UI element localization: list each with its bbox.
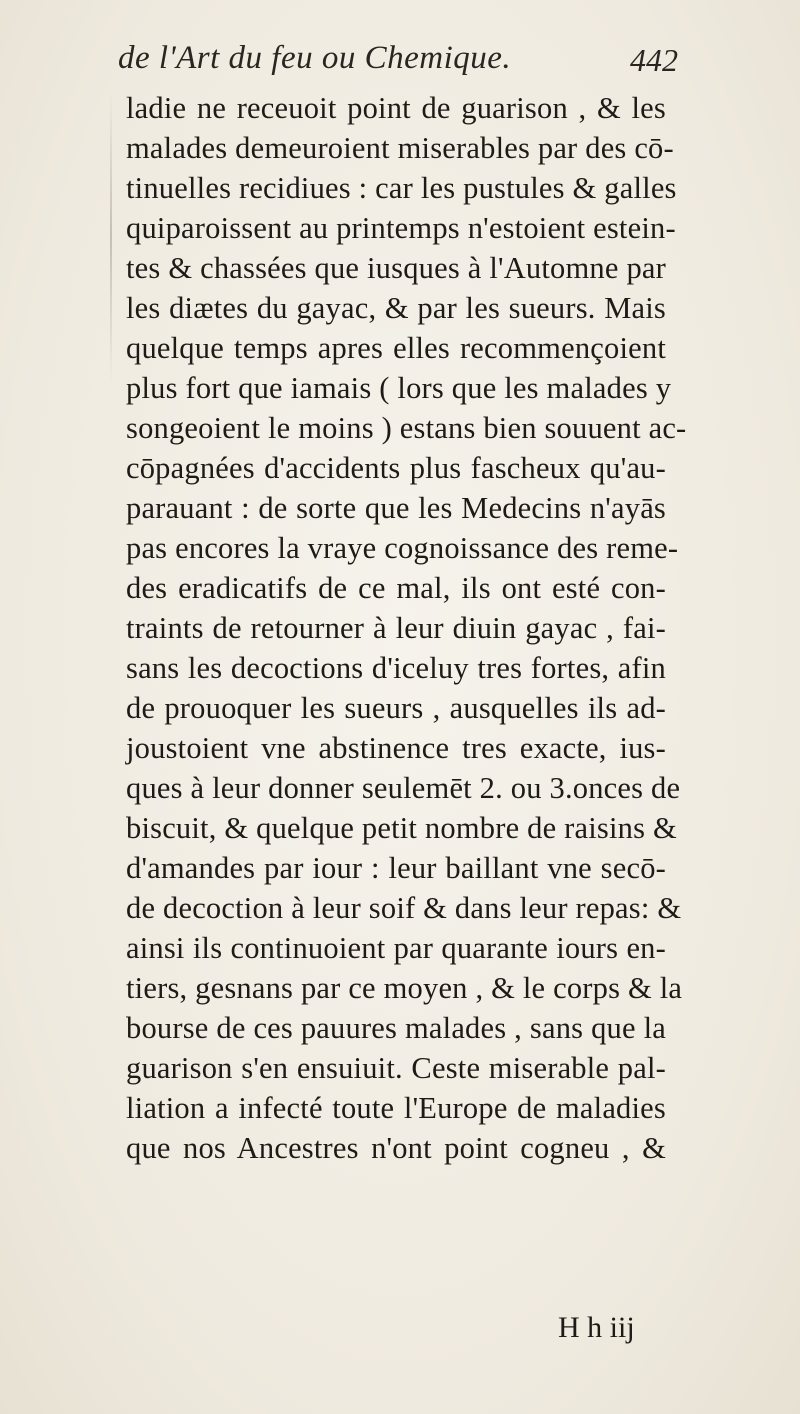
text-line: tiers, gesnans par ce moyen , & le corps & la <box>126 971 683 1005</box>
body-text <box>126 88 687 1168</box>
text-line: ladie ne receuoit point de guarison , & les <box>126 91 666 125</box>
text-line: de prouoquer les sueurs , ausquelles ils ad- <box>126 691 666 725</box>
text-line: parauant : de sorte que les Medecins n'ayās <box>126 491 666 525</box>
text-line: liation a infecté toute l'Europe de maladies <box>126 1091 666 1125</box>
text-line: d'amandes par iour : leur baillant vne secō- <box>126 851 666 885</box>
text-line: ainsi ils continuoient par quarante iours en- <box>126 931 666 965</box>
signature-mark: H h iij <box>558 1311 635 1344</box>
text-line: que nos Ancestres n'ont point cogneu , & <box>126 1131 666 1165</box>
text-line: plus fort que iamais ( lors que les malades y <box>126 371 672 405</box>
text-line: sans les decoctions d'iceluy tres fortes, afin <box>126 651 666 685</box>
page-header <box>118 34 678 84</box>
page-number: 442 <box>630 42 678 78</box>
text-line: cōpagnées d'accidents plus fascheux qu'au- <box>126 451 666 485</box>
text-line: tes & chassées que iusques à l'Automne par <box>126 251 666 285</box>
text-line: des eradicatifs de ce mal, ils ont esté con- <box>126 571 666 605</box>
text-line: les diætes du gayac, & par les sueurs. Mais <box>126 291 666 325</box>
text-line: traints de retourner à leur diuin gayac , fai- <box>126 611 666 645</box>
text-line: quelque temps apres elles recommençoient <box>126 331 666 365</box>
running-title: de l'Art du feu ou Chemique. <box>118 40 512 76</box>
text-line: de decoction à leur soif & dans leur repas: & <box>126 891 682 925</box>
text-line: ques à leur donner seulemēt 2. ou 3.onces de <box>126 771 681 805</box>
text-line: quiparoissent au printemps n'estoient estein- <box>126 211 676 245</box>
text-line: tinuelles recidiues : car les pustules & galles <box>126 171 677 205</box>
text-line: joustoient vne abstinence tres exacte, ius- <box>126 731 666 765</box>
text-line: songeoient le moins ) estans bien souuent ac- <box>126 411 687 445</box>
text-line: malades demeuroient miserables par des cō- <box>126 131 674 165</box>
text-line: biscuit, & quelque petit nombre de raisins & <box>126 811 677 845</box>
text-line: guarison s'en ensuiuit. Ceste miserable pal- <box>126 1051 666 1085</box>
text-line: pas encores la vraye cognoissance des reme- <box>126 531 679 565</box>
page-shadow-divider <box>110 92 112 382</box>
text-line: bourse de ces pauures malades , sans que la <box>126 1011 666 1045</box>
